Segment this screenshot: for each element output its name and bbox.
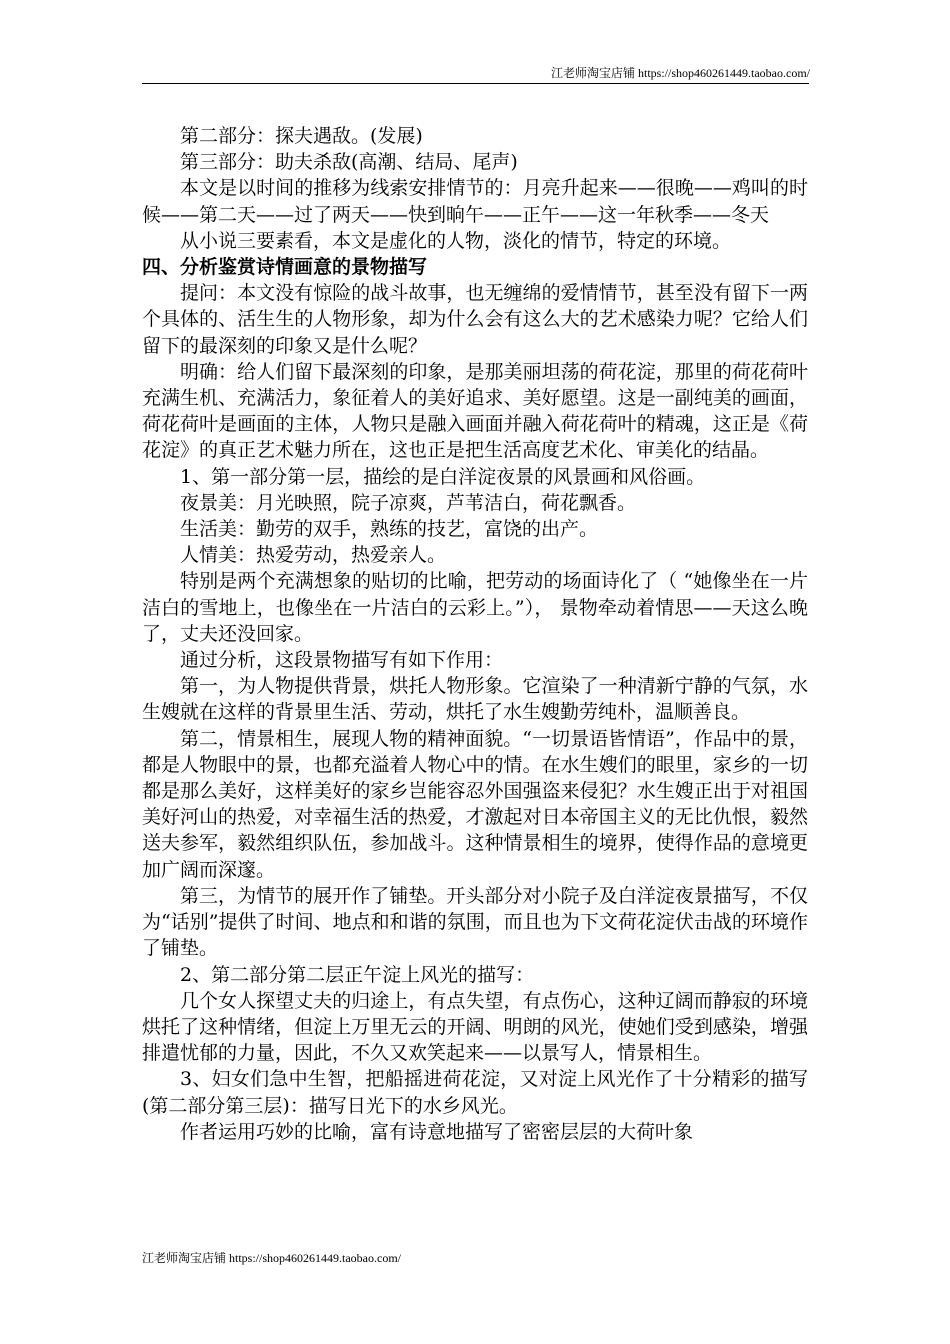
paragraph: 2、第二部分第二层正午淀上风光的描写： bbox=[180, 963, 535, 986]
paragraph: 第二，情景相生，展现人物的精神面貌。“一切景语皆情语”，作品中的景，都是人物眼中的景，也都充溢着人物心中的情。在水生嫂们的眼里，家乡的一切都是那么美好，这样美好的家乡岂能容忍外国强盗来侵犯？水生嫂正出于对祖国美好河山的热爱，对幸福生活的热爱，才激起对日本帝国主义的无比仇恨，毅然送夫参军，毅然组织队伍，参加战斗。这种情景相生的境界，使得作品的意境更加广阔而深邃。 bbox=[142, 727, 808, 881]
paragraph: 1、第一部分第一层，描绘的是白洋淀夜景的风景画和风俗画。 bbox=[180, 465, 706, 488]
header-divider bbox=[142, 83, 809, 84]
paragraph: 特别是两个充满想象的贴切的比喻，把劳动的场面诗化了（ “她像坐在一片洁白的雪地上，也像坐在一片洁白的云彩上。”）， 景物牵动着情思——天这么晚了，丈夫还没回家。 bbox=[142, 570, 808, 645]
paragraph: 第三部分：助夫杀敌(高潮、结局、尾声) bbox=[180, 151, 518, 174]
paragraph: 生活美：勤劳的双手，熟练的技艺，富饶的出产。 bbox=[180, 518, 599, 541]
paragraph: 本文是以时间的推移为线索安排情节的：月亮升起来——很晚——鸡叫的时候——第二天——过了两天——快到晌午——正午——这一年秋季——冬天 bbox=[142, 177, 808, 226]
document-body bbox=[142, 123, 808, 1145]
paragraph: 明确：给人们留下最深刻的印象，是那美丽坦荡的荷花淀，那里的荷花荷叶充满生机、充满活力，象征着人的美好追求、美好愿望。这是一副纯美的画面，荷花荷叶是画面的主体，人物只是融入画面并融入荷花荷叶的精魂，这正是《荷花淀》的真正艺术魅力所在，这也正是把生活高度艺术化、审美化的结晶。 bbox=[142, 360, 808, 462]
paragraph: 3、妇女们急中生智，把船摇进荷花淀，又对淀上风光作了十分精彩的描写(第二部分第三层)：描写日光下的水乡风光。 bbox=[142, 1068, 808, 1117]
paragraph: 第三，为情节的展开作了铺垫。开头部分对小院子及白洋淀夜景描写，不仅为“话别”提供了时间、地点和和谐的氛围，而且也为下文荷花淀伏击战的环境作了铺垫。 bbox=[142, 884, 808, 960]
paragraph: 夜景美：月光映照，院子凉爽，芦苇洁白，荷花飘香。 bbox=[180, 491, 637, 514]
paragraph: 提问：本文没有惊险的战斗故事，也无缠绵的爱情情节，甚至没有留下一两个具体的、活生生的人物形象，却为什么会有这么大的艺术感染力呢？它给人们留下的最深刻的印象又是什么呢？ bbox=[142, 282, 808, 357]
paragraph: 人情美：热爱劳动，热爱亲人。 bbox=[180, 544, 447, 567]
paragraph: 从小说三要素看，本文是虚化的人物，淡化的情节，特定的环境。 bbox=[180, 229, 732, 252]
page-footer: 江老师淘宝店铺 https://shop460261449.taobao.com/ bbox=[142, 1251, 401, 1265]
paragraph: 作者运用巧妙的比喻，富有诗意地描写了密密层层的大荷叶象 bbox=[180, 1120, 694, 1143]
paragraph: 几个女人探望丈夫的归途上，有点失望，有点伤心，这种辽阔而静寂的环境烘托了这种情绪，但淀上万里无云的开阔、明朗的风光，使她们受到感染，增强排遣忧郁的力量，因此，不久又欢笑起来——以景写人，情景相生。 bbox=[142, 989, 808, 1065]
page-header: 江老师淘宝店铺 https://shop460261449.taobao.com/ bbox=[551, 66, 810, 80]
paragraph: 第一，为人物提供背景，烘托人物形象。它渲染了一种清新宁静的气氛，水生嫂就在这样的背景里生活、劳动，烘托了水生嫂勤劳纯朴，温顺善良。 bbox=[142, 675, 808, 724]
paragraph: 通过分析，这段景物描写有如下作用： bbox=[180, 649, 504, 672]
paragraph: 第二部分：探夫遇敌。(发展) bbox=[180, 125, 423, 147]
section-heading: 四、分析鉴赏诗情画意的景物描写 bbox=[142, 256, 428, 279]
